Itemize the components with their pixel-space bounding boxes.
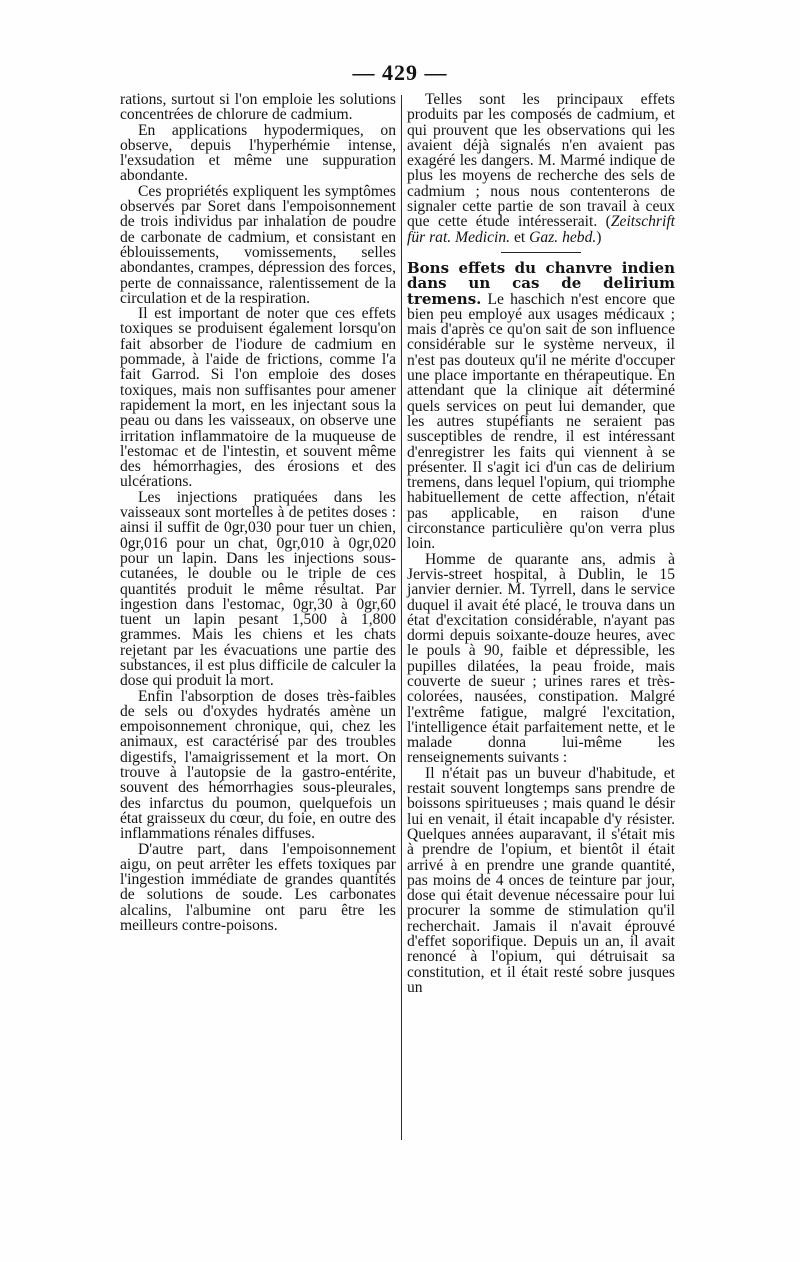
intro-text: Telles sont les principaux effets produits par les composés de cadmium, et qui prouvent que les observations qui les avaient déjà signalés n'en avaient pas exagéré les dangers. M. Marmé indique de plus les moyens de recherche des sels de cadmium ; nous nous contenterons de signaler cette partie de son travail à ceux que cette étude intéresserait. ( [407, 91, 675, 231]
journal-title: Gaz. hebd. [529, 228, 597, 246]
paragraph [407, 92, 675, 245]
paragraph: Il n'était pas un buveur d'habitude, et restait souvent longtemps sans prendre de boissons spiritueuses ; mais quand le désir lui en venait, il était incapable d'y résister. Quelques années auparavant, il s'était mis à prendre de l'opium, et bientôt il était arrivé à en prendre une grande quantité, pas moins de 4 onces de teinture par jour, dose qui était devenue nécessaire pour lui procurer la somme de stimulation qu'il recherchait. Jamais il n'avait éprouvé d'effet soporifique. Depuis un an, il avait renoncé à l'opium, qui détruisait sa constitution, et il était resté sobre jusques un [407, 764, 675, 996]
paragraph: Ces propriétés expliquent les symptômes observés par Soret dans l'empoisonnement de trois individus par inhalation de poudre de carbonate de cadmium, et consistant en éblouissements, vomissements, selles abondantes, crampes, dépression des forces, perte de connaissance, ralentissement de la circulation et de la respiration. [120, 182, 396, 307]
conjunction: et [510, 228, 530, 246]
section-title: Bons effets du chanvre indien dans un cas de delirium tremens. [407, 258, 675, 308]
paragraph: D'autre part, dans l'empoisonnement aigu, on peut arrêter les effets toxiques par l'ingestion immédiate de grandes quantités de solutions de soude. Les carbonates alcalins, l'albumine ont paru être les meilleurs contre-poisons. [120, 840, 396, 935]
column-divider [401, 95, 402, 1140]
journal-title: Zeitschrift für rat. Medicin. [407, 213, 675, 246]
closing-paren: ) [596, 228, 602, 246]
paragraph [407, 258, 675, 553]
section-text: Le haschich n'est encore que bien peu employé aux usages médicaux ; mais d'après ce qu'on sait de son influence considérable sur le système nerveux, il n'est pas douteux qu'il ne mérite d'occuper une place importante en thérapeutique. En attendant que la clinique ait déterminé quels services on peut lui demander, que les autres stupéfiants ne seraient pas susceptibles de rendre, il est intéressant d'enregistrer les faits qui viennent à se présenter. Il s'agit ici d'un cas de delirium tremens, dans lequel l'opium, qui triomphe habituellement de cette affection, n'était pas applicable, en raison d'une circonstance particulière qu'on verra plus loin. [407, 290, 675, 553]
paragraph: Les injections pratiquées dans les vaisseaux sont mortelles à de petites doses : ainsi il suffit de 0gr,030 pour tuer un chien, 0gr,016 pour un chat, 0gr,010 à 0gr,020 pour un lapin. Dans les injections sous-cutanées, le double ou le triple de ces quantités produit le même résultat. Par ingestion dans l'estomac, 0gr,30 à 0gr,60 tuent un lapin pesant 1,500 à 1,800 grammes. Mais les chiens et les chats rejetant par les évacuations une partie des substances, il est plus difficile de calculer la dose qui produit la mort. [120, 488, 396, 690]
page-number: — 429 — [352, 60, 448, 85]
paragraph: Enfin l'absorption de doses très-faibles de sels ou d'oxydes hydratés amène un empoisonnement chronique, qui, chez les animaux, est caractérisé par des troubles digestifs, l'amaigrissement et la mort. On trouve à l'autopsie de la gastro-entérite, souvent des hémorrhagies sous-pleurales, des infarctus du poumon, quelquefois un état graisseux du cœur, du foie, en outre des inflammations rénales diffuses. [120, 687, 396, 843]
paragraph: Il est important de noter que ces effets toxiques se produisent également lorsqu'on fait absorber de l'iodure de cadmium en pommade, à l'aide de frictions, comme l'a fait Garrod. Si l'on emploie des doses toxiques, mais non suffisantes pour amener rapidement la mort, en les injectant sous la peau ou dans les vaisseaux, on observe une irritation inflammatoire de la muqueuse de l'estomac et de l'intestin, et souvent même des hémorrhagies, des érosions et des ulcérations. [120, 305, 396, 491]
left-column [120, 92, 396, 933]
paragraph: rations, surtout si l'on emploie les solutions concentrées de chlorure de cadmium. [120, 91, 396, 124]
paragraph: Homme de quarante ans, admis à Jervis-street hospital, à Dublin, le 15 janvier dernier. M. Tyrrell, dans le service duquel il avait été placé, le trouva dans un état d'excitation considérable, n'ayant pas dormi depuis soixante-douze heures, avec le pouls à 90, faible et dépressible, les pupilles dilatées, la peau froide, mais couverte de sueur ; urines rares et très-colorées, nausées, constipation. Malgré l'extrême fatigue, malgré l'excitation, l'intelligence était parfaitement nette, et le malade donna lui-même les renseignements suivants : [407, 550, 675, 767]
section-separator [501, 252, 581, 253]
paragraph: En applications hypodermiques, on observe, depuis l'hyperhémie intense, l'exsudation et même une suppuration abondante. [120, 121, 396, 185]
right-column [407, 92, 675, 995]
